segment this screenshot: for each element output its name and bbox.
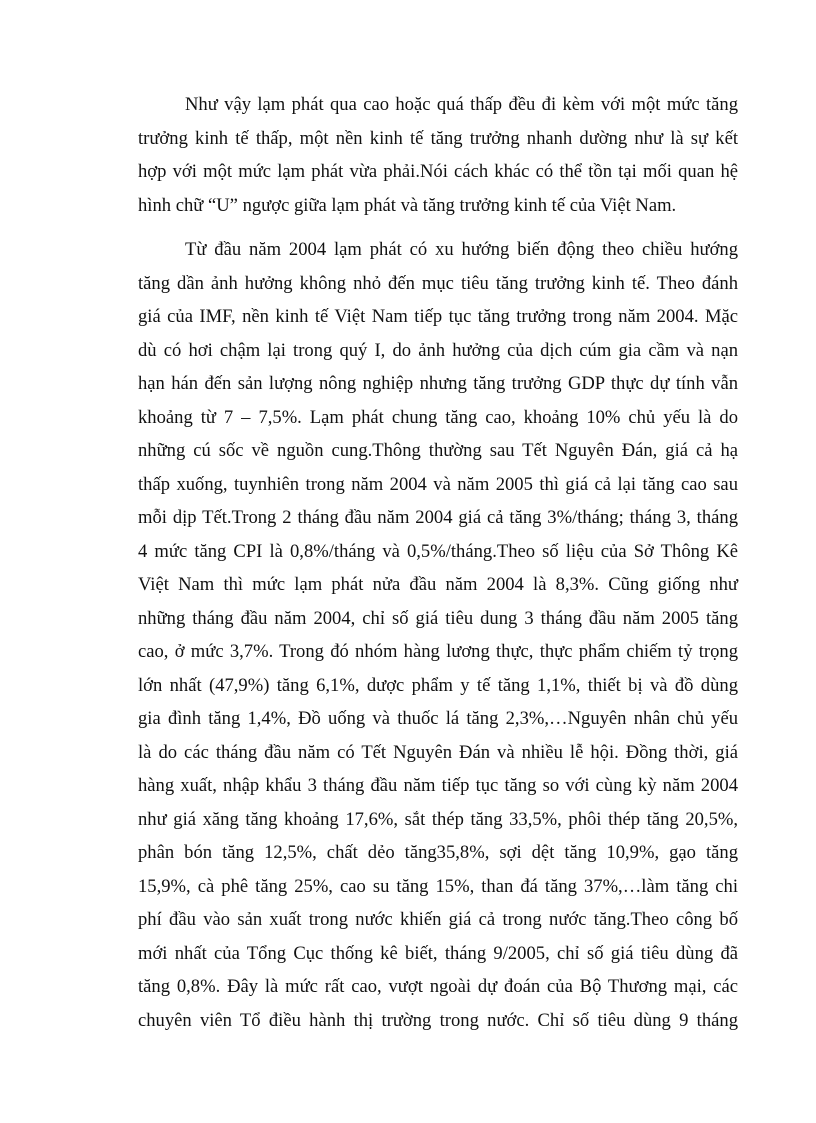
text-line: Như vậy lạm phát qua cao hoặc quá thấp đều đi kèm với một mức tăng <box>185 94 738 115</box>
text-line: chuyên viên Tổ điều hành thị trường trong nước. Chỉ số tiêu dùng 9 tháng <box>138 1009 738 1031</box>
text-line: mới nhất của Tổng Cục thống kê biết, tháng 9/2005, chỉ số giá tiêu dùng đã <box>138 942 738 964</box>
text-line: những cú sốc về nguồn cung.Thông thường sau Tết Nguyên Đán, giá cả hạ <box>138 440 738 461</box>
text-line: mỗi dịp Tết.Trong 2 tháng đầu năm 2004 giá cả tăng 3%/tháng; tháng 3, tháng <box>138 507 738 528</box>
text-line: dù có hơi chậm lại trong quý I, do ảnh hưởng của dịch cúm gia cầm và nạn <box>138 339 738 361</box>
paragraph-1 <box>138 88 738 222</box>
text-line: giá của IMF, nền kinh tế Việt Nam tiếp tục tăng trưởng trong năm 2004. Mặc <box>138 306 738 327</box>
text-line: hình chữ “U” ngược giữa lạm phát và tăng trưởng kinh tế của Việt Nam. <box>138 194 677 216</box>
text-line: 15,9%, cà phê tăng 25%, cao su tăng 15%, than đá tăng 37%,…làm tăng chi <box>138 875 738 897</box>
text-line: lớn nhất (47,9%) tăng 6,1%, dược phẩm y tế tăng 1,1%, thiết bị và đồ dùng <box>138 674 738 696</box>
text-line: là do các tháng đầu năm có Tết Nguyên Đán và nhiều lễ hội. Đồng thời, giá <box>138 741 738 763</box>
text-line: Từ đầu năm 2004 lạm phát có xu hướng biến động theo chiều hướng <box>185 239 738 260</box>
text-line: phí đầu vào sản xuất trong nước khiến giá cả trong nước tăng.Theo công bố <box>138 909 738 930</box>
text-line: hợp với một mức lạm phát vừa phải.Nói cách khác có thể tồn tại mối quan hệ <box>138 161 738 182</box>
text-line: 4 mức tăng CPI là 0,8%/tháng và 0,5%/tháng.Theo số liệu của Sở Thông Kê <box>138 540 738 562</box>
text-line: như giá xăng tăng khoảng 17,6%, sắt thép tăng 33,5%, phôi thép tăng 20,5%, <box>138 808 738 830</box>
paragraph-2 <box>138 233 738 1037</box>
text-line: tăng 0,8%. Đây là mức rất cao, vượt ngoài dự đoán của Bộ Thương mại, các <box>138 976 738 997</box>
text-line: phân bón tăng 12,5%, chất dẻo tăng35,8%, sợi dệt tăng 10,9%, gạo tăng <box>138 842 738 863</box>
text-line: cao, ở mức 3,7%. Trong đó nhóm hàng lương thực, thực phẩm chiếm tỷ trọng <box>138 641 738 662</box>
text-line: tăng dần ảnh hưởng không nhỏ đến mục tiêu tăng trưởng kinh tế. Theo đánh <box>138 272 738 294</box>
text-line: Việt Nam thì mức lạm phát nửa đầu năm 2004 là 8,3%. Cũng giống như <box>138 574 738 595</box>
text-line: khoảng từ 7 – 7,5%. Lạm phát chung tăng cao, khoảng 10% chủ yếu là do <box>138 406 738 428</box>
text-line: trưởng kinh tế thấp, một nền kinh tế tăng trưởng nhanh dường như là sự kết <box>138 127 738 149</box>
document-page <box>138 88 738 1037</box>
text-line: gia đình tăng 1,4%, Đồ uống và thuốc lá tăng 2,3%,…Nguyên nhân chủ yếu <box>138 708 738 729</box>
text-line: hàng xuất, nhập khẩu 3 tháng đầu năm tiếp tục tăng so với cùng kỳ năm 2004 <box>138 775 738 796</box>
text-line: hạn hán đến sản lượng nông nghiệp nhưng tăng trưởng GDP thực dự tính vẫn <box>138 373 738 394</box>
text-line: những tháng đầu năm 2004, chỉ số giá tiêu dung 3 tháng đầu năm 2005 tăng <box>138 607 738 629</box>
text-line: thấp xuống, tuynhiên trong năm 2004 và năm 2005 thì giá cả lại tăng cao sau <box>138 473 738 495</box>
